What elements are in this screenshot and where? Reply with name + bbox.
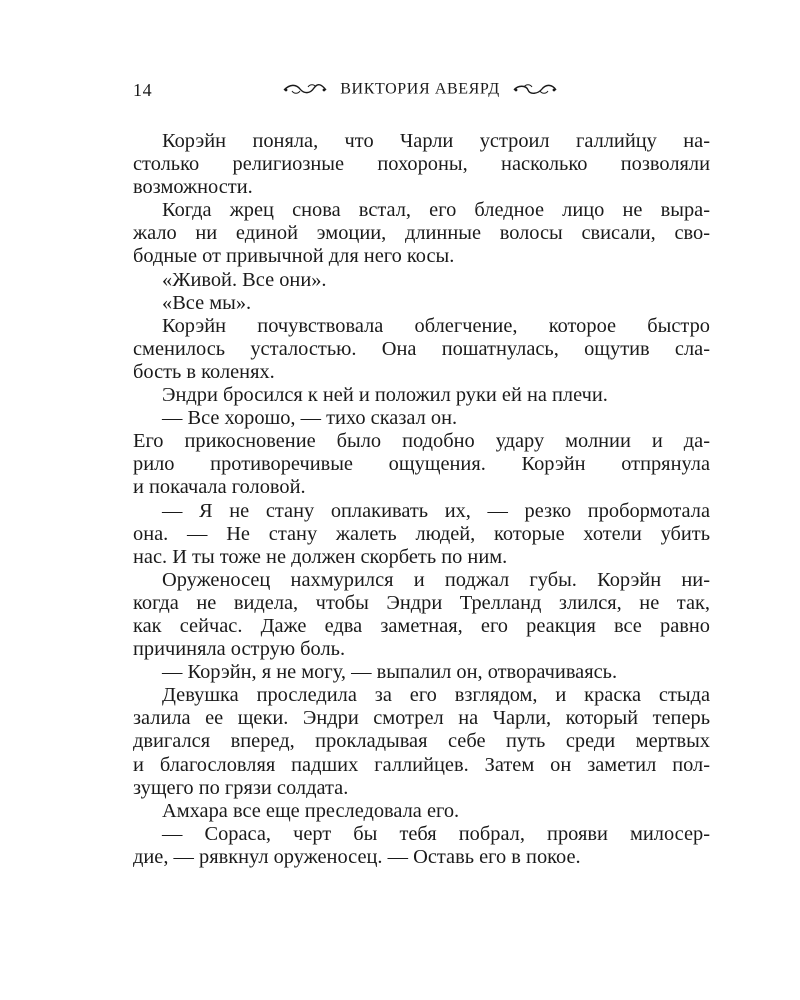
text-line: и покачала головой. bbox=[133, 476, 306, 499]
page-header bbox=[133, 76, 707, 106]
text-line: Корэйн поняла, что Чарли устроил галлийцу на- bbox=[162, 130, 710, 152]
text-line: — Все хорошо, — тихо сказал он. bbox=[162, 407, 458, 430]
text-line: как сейчас. Даже едва заметная, его реакция все равно bbox=[133, 614, 710, 637]
text-line: — Сораса, черт бы тебя побрал, прояви милосер- bbox=[162, 822, 710, 845]
text-line: зущего по грязи солдата. bbox=[133, 776, 349, 799]
text-line: рило противоречивые ощущения. Корэйн отпрянула bbox=[133, 453, 710, 476]
text-line: Девушка проследила за его взглядом, и краска стыда bbox=[162, 684, 710, 707]
running-title bbox=[133, 80, 707, 98]
text-line: бость в коленях. bbox=[133, 360, 275, 383]
book-author-title: ВИКТОРИЯ АВЕЯРД bbox=[340, 80, 500, 98]
flourish-right-icon bbox=[512, 82, 558, 96]
text-line: жало ни единой эмоции, длинные волосы свисали, сво- bbox=[133, 222, 710, 245]
text-line: Корэйн почувствовала облегчение, которое быстро bbox=[162, 314, 710, 337]
text-line: — Я не стану оплакивать их, — резко пробормотала bbox=[162, 499, 710, 522]
text-line: Его прикосновение было подобно удару молнии и да- bbox=[133, 430, 710, 453]
text-line: причиняла острую боль. bbox=[133, 638, 346, 661]
body-text bbox=[133, 130, 710, 869]
text-line: Эндри бросился к ней и положил руки ей на плечи. bbox=[162, 384, 608, 407]
text-line: бодные от привычной для него косы. bbox=[133, 245, 455, 268]
text-line: столько религиозные похороны, насколько позволяли bbox=[133, 153, 710, 176]
text-line: дие, — рявкнул оруженосец. — Оставь его в покое. bbox=[133, 845, 581, 868]
text-line: «Живой. Все они». bbox=[162, 268, 327, 291]
text-line: когда не видела, чтобы Эндри Трелланд злился, не так, bbox=[133, 591, 710, 614]
text-line: — Корэйн, я не могу, — выпалил он, отворачиваясь. bbox=[162, 661, 618, 684]
text-line: Оруженосец нахмурился и поджал губы. Корэйн ни- bbox=[162, 568, 710, 591]
text-line: двигался вперед, прокладывая себе путь среди мертвых bbox=[133, 730, 710, 753]
text-line: Амхара все еще преследовала его. bbox=[162, 799, 460, 822]
flourish-left-icon bbox=[282, 82, 328, 96]
text-line: залила ее щеки. Эндри смотрел на Чарли, который теперь bbox=[133, 707, 710, 730]
text-line: возможности. bbox=[133, 176, 253, 199]
text-line: Когда жрец снова встал, его бледное лицо не выра- bbox=[162, 199, 710, 222]
page-number: 14 bbox=[133, 80, 153, 100]
text-line: «Все мы». bbox=[162, 291, 252, 314]
text-line: нас. И ты тоже не должен скорбеть по ним. bbox=[133, 545, 508, 568]
text-line: и благословляя падших галлийцев. Затем он заметил пол- bbox=[133, 753, 710, 776]
text-line: она. — Не стану жалеть людей, которые хотели убить bbox=[133, 522, 710, 545]
text-line: сменилось усталостью. Она пошатнулась, ощутив сла- bbox=[133, 337, 710, 360]
